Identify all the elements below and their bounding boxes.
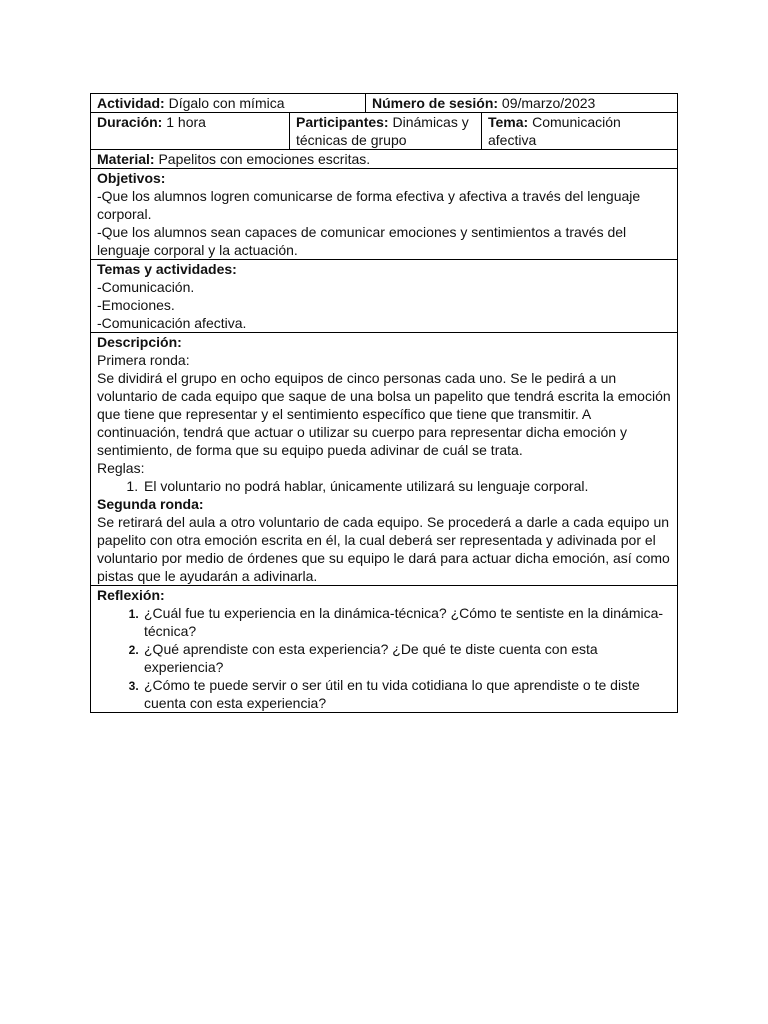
duracion-value: 1 hora [162, 114, 206, 130]
activity-plan-table [90, 93, 678, 713]
reflexion-list [97, 604, 671, 712]
reflexion-item: 2. ¿Qué aprendiste con esta experiencia? ¿De qué te diste cuenta con esta experiencia? [142, 640, 671, 676]
segunda-ronda-text: Se retirará del aula a otro voluntario de cada equipo. Se procederá a darle a cada equipo un papelito con otra emoción escrita en él, la cual deberá ser representada y adivinada por el voluntario por medio de órdenes que su equipo le dará para actuar dicha emoción, así como pistas que le ayudarán a adivinarla. [97, 514, 670, 584]
tema-value: Comunicación afectiva [488, 114, 621, 148]
reglas-label: Reglas: [97, 460, 145, 476]
reglas-list [97, 477, 671, 495]
reflexion-item: 3. ¿Cómo te puede servir o ser útil en tu vida cotidiana lo que aprendiste o te diste cuenta con esta experiencia? [142, 676, 671, 712]
row-objetivos [91, 169, 677, 260]
participantes-value: Dinámicas y técnicas de grupo [296, 114, 469, 148]
cell-temas [91, 260, 677, 332]
cell-numero-sesion [365, 94, 677, 112]
row-actividad-sesion [91, 94, 677, 113]
objetivo-item: -Que los alumnos logren comunicarse de forma efectiva y afectiva a través del lenguaje corporal. [97, 188, 641, 222]
primera-ronda-text: Se dividirá el grupo en ocho equipos de cinco personas cada uno. Se le pedirá a un voluntario de cada equipo que saque de una bolsa un papelito que tendrá escrita la emoción que tiene que representar y el sentimiento específico que tiene que transmitir. A continuación, tendrá que actuar o utilizar su cuerpo para representar dicha emoción y sentimiento, de forma que su equipo pueda adivinar de cuál se trata. [97, 370, 671, 458]
actividad-value: Dígalo con mímica [164, 95, 285, 111]
cell-reflexion [91, 586, 677, 712]
material-value: Papelitos con emociones escritas. [154, 151, 371, 167]
sesion-label: Número de sesión: [372, 95, 499, 111]
primera-ronda-label: Primera ronda: [97, 352, 190, 368]
row-reflexion [91, 586, 677, 712]
row-descripcion [91, 333, 677, 586]
objetivos-label: Objetivos: [97, 170, 166, 186]
tema-item: -Emociones. [97, 297, 175, 313]
cell-material [91, 150, 677, 168]
objetivo-item: -Que los alumnos sean capaces de comunicar emociones y sentimientos a través del lenguaje corporal y la actuación. [97, 224, 627, 258]
cell-actividad [91, 94, 365, 112]
cell-descripcion [91, 333, 677, 585]
tema-label: Tema: [488, 114, 529, 130]
cell-objetivos [91, 169, 677, 259]
tema-item: -Comunicación. [97, 279, 195, 295]
segunda-ronda-label: Segunda ronda: [97, 496, 204, 512]
temas-label: Temas y actividades: [97, 261, 237, 277]
participantes-label: Participantes: [296, 114, 389, 130]
tema-item: -Comunicación afectiva. [97, 315, 247, 331]
row-material [91, 150, 677, 169]
row-duracion-participantes-tema [91, 113, 677, 150]
cell-duracion [91, 113, 289, 149]
material-label: Material: [97, 151, 155, 167]
regla-item: 1. El voluntario no podrá hablar, únicamente utilizará su lenguaje corporal. [142, 477, 671, 495]
sesion-value: 09/marzo/2023 [498, 95, 596, 111]
cell-tema [481, 113, 677, 149]
reflexion-item: 1. ¿Cuál fue tu experiencia en la dinámica-técnica? ¿Cómo te sentiste en la dinámica-técnica? [142, 604, 671, 640]
duracion-label: Duración: [97, 114, 163, 130]
descripcion-label: Descripción: [97, 334, 182, 350]
row-temas [91, 260, 677, 333]
actividad-label: Actividad: [97, 95, 165, 111]
cell-participantes [289, 113, 481, 149]
reflexion-label: Reflexión: [97, 587, 165, 603]
